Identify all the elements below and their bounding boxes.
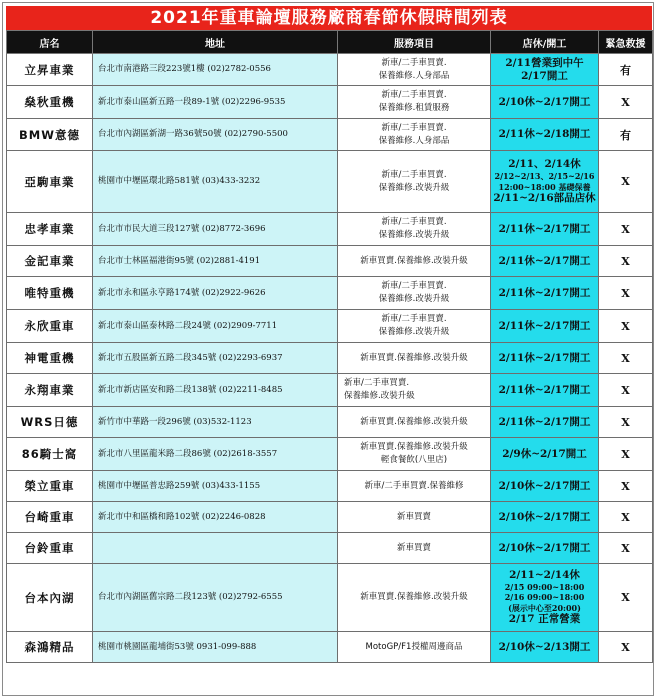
service-line: 新車買賣.保養維修.改裝升級 [360, 442, 468, 452]
table-row [7, 151, 653, 213]
emergency-rescue: X [599, 407, 653, 438]
store-name: 永欣重車 [7, 310, 93, 343]
emergency-rescue: X [599, 533, 653, 564]
store-services [338, 277, 491, 310]
holiday-line: 2/10休~2/17開工 [498, 541, 591, 554]
service-line: 新車/二手車買賣. [381, 314, 447, 324]
store-name: 森鴻精品 [7, 632, 93, 663]
service-line: 新車/二手車買賣. [344, 378, 410, 388]
holiday-line: 12:00~18:00 基礎保養 [498, 181, 591, 192]
service-line: 保養維修.租賃服務 [378, 103, 450, 113]
holiday-schedule [491, 407, 599, 438]
page-title: 2021年重車論壇服務廠商春節休假時間列表 [6, 6, 652, 30]
holiday-line: 2/10休~2/17開工 [498, 479, 591, 492]
table-row [7, 213, 653, 246]
table-row [7, 277, 653, 310]
store-address: 新北市八里區龍米路二段86號 (02)2618-3557 [93, 438, 338, 471]
store-name: 忠孝車業 [7, 213, 93, 246]
emergency-rescue: X [599, 310, 653, 343]
table-row [7, 407, 653, 438]
emergency-rescue: X [599, 374, 653, 407]
store-name: 亞駒車業 [7, 151, 93, 213]
service-line: 新車/二手車買賣. [381, 281, 447, 291]
header-address: 地址 [93, 31, 338, 54]
holiday-schedule [491, 343, 599, 374]
holiday-line: 2/12~2/13、2/15~2/16 [494, 171, 595, 181]
store-address: 台北市南港路三段223號1樓 (02)2782-0556 [93, 54, 338, 86]
holiday-schedule [491, 533, 599, 564]
emergency-rescue: X [599, 632, 653, 663]
store-name: 榮立重車 [7, 471, 93, 502]
holiday-schedule [491, 277, 599, 310]
holiday-line: 2/11~2/16部品店休 [493, 192, 596, 204]
store-name: 金記車業 [7, 246, 93, 277]
store-address: 新北市泰山區新五路一段89-1號 (02)2296-9535 [93, 86, 338, 119]
store-address: 桃園市桃園區龍埔街53號 0931-099-888 [93, 632, 338, 663]
service-line: 新車/二手車買賣. [381, 90, 447, 100]
store-services [338, 86, 491, 119]
emergency-rescue: X [599, 564, 653, 632]
store-address: 台北市內湖區新湖一路36號50號 (02)2790-5500 [93, 119, 338, 151]
table-row [7, 533, 653, 564]
emergency-rescue: 有 [599, 54, 653, 86]
store-name: 燊秋重機 [7, 86, 93, 119]
holiday-schedule [491, 438, 599, 471]
holiday-line: 2/11營業到中午 [505, 56, 584, 69]
service-line: 輕食餐飲(八里店) [380, 455, 448, 465]
table-row [7, 310, 653, 343]
service-line: 新車/二手車買賣.保養維修 [364, 480, 464, 491]
holiday-line: 2/10休~2/17開工 [498, 95, 591, 108]
store-address: 新竹市中華路一段296號 (03)532-1123 [93, 407, 338, 438]
store-services [338, 502, 491, 533]
table-row [7, 86, 653, 119]
holiday-line: 2/11休~2/17開工 [498, 319, 591, 332]
service-line: 保養維修.人身部品 [378, 135, 450, 146]
service-line: 保養維修.改裝升級 [378, 182, 450, 193]
store-services [338, 213, 491, 246]
service-line: 新車買賣.保養維修.改裝升級 [360, 255, 468, 266]
service-line: 新車/二手車買賣. [381, 169, 447, 180]
service-line: MotoGP/F1授權周邊商品 [365, 641, 463, 652]
store-address: 新北市泰山區泰林路二段24號 (02)2909-7711 [93, 310, 338, 343]
table-row [7, 632, 653, 663]
service-line: 保養維修.改裝升級 [378, 230, 450, 240]
store-services [338, 632, 491, 663]
holiday-line: 2/11休~2/17開工 [498, 286, 591, 299]
table-row [7, 438, 653, 471]
holiday-line: 2/9休~2/17開工 [502, 447, 587, 460]
table-row [7, 246, 653, 277]
store-services [338, 533, 491, 564]
store-address [93, 533, 338, 564]
table-row [7, 119, 653, 151]
store-address: 台北市市民大道三段127號 (02)8772-3696 [93, 213, 338, 246]
holiday-schedule [491, 54, 599, 86]
store-services [338, 54, 491, 86]
store-name: 神電重機 [7, 343, 93, 374]
header-services: 服務項目 [338, 31, 491, 54]
holiday-line: 2/11休~2/17開工 [498, 415, 591, 428]
service-line: 新車買賣 [396, 542, 431, 553]
store-name: 86騎士窩 [7, 438, 93, 471]
holiday-line: 2/11休~2/17開工 [498, 254, 591, 267]
holiday-schedule [491, 632, 599, 663]
store-services [338, 246, 491, 277]
store-name: BMW意德 [7, 119, 93, 151]
holiday-schedule [491, 151, 599, 213]
emergency-rescue: X [599, 151, 653, 213]
holiday-line: 2/11~2/14休 [509, 568, 580, 581]
holiday-schedule [491, 471, 599, 502]
store-address: 桃園市中壢區環北路581號 (03)433-3232 [93, 151, 338, 213]
emergency-rescue: X [599, 438, 653, 471]
store-name: 立昇車業 [7, 54, 93, 86]
header-row [7, 31, 653, 54]
store-address: 台北市內湖區舊宗路二段123號 (02)2792-6555 [93, 564, 338, 632]
store-address: 新北市新店區安和路二段138號 (02)2211-8485 [93, 374, 338, 407]
store-address: 新北市中和區橋和路102號 (02)2246-0828 [93, 502, 338, 533]
service-line: 新車/二手車買賣. [381, 122, 447, 133]
service-line: 保養維修.改裝升級 [378, 294, 450, 304]
store-name: 台本內湖 [7, 564, 93, 632]
holiday-schedule [491, 119, 599, 151]
holiday-line: 2/11休~2/17開工 [498, 222, 591, 235]
store-services [338, 407, 491, 438]
store-name: 台崎重車 [7, 502, 93, 533]
header-name: 店名 [7, 31, 93, 54]
holiday-line: 2/17 正常營業 [508, 613, 581, 626]
emergency-rescue: X [599, 277, 653, 310]
holiday-line: 2/16 09:00~18:00 [504, 592, 585, 603]
holiday-line: 2/17開工 [521, 69, 568, 82]
table-body [7, 54, 653, 663]
store-services [338, 343, 491, 374]
emergency-rescue: X [599, 502, 653, 533]
holiday-schedule [491, 86, 599, 119]
store-name: WRS日德 [7, 407, 93, 438]
store-services [338, 151, 491, 213]
service-line: 新車買賣.保養維修.改裝升級 [360, 592, 468, 602]
service-line: 保養維修.人身部品 [378, 70, 450, 81]
table-row [7, 564, 653, 632]
holiday-line: 2/11休~2/17開工 [498, 383, 591, 396]
table-row [7, 343, 653, 374]
store-services [338, 310, 491, 343]
service-line: 新車/二手車買賣. [381, 57, 447, 68]
holiday-schedule [491, 213, 599, 246]
holiday-schedule [491, 564, 599, 632]
store-services [338, 438, 491, 471]
store-services [338, 374, 491, 407]
holiday-schedule [491, 502, 599, 533]
table-row [7, 374, 653, 407]
store-address: 新北市永和區永亨路174號 (02)2922-9626 [93, 277, 338, 310]
emergency-rescue: X [599, 213, 653, 246]
holiday-line: 2/10休~2/13開工 [498, 640, 591, 653]
holiday-schedule [491, 310, 599, 343]
table-row [7, 502, 653, 533]
table-row [7, 471, 653, 502]
store-address: 新北市五股區新五路二段345號 (02)2293-6937 [93, 343, 338, 374]
store-name: 台鈴重車 [7, 533, 93, 564]
store-services [338, 564, 491, 632]
holiday-line: (展示中心至20:00) [508, 602, 581, 613]
holiday-schedule [491, 246, 599, 277]
service-line: 新車/二手車買賣. [381, 217, 447, 227]
service-line: 新車買賣.保養維修.改裝升級 [360, 352, 468, 363]
emergency-rescue: X [599, 343, 653, 374]
emergency-rescue: 有 [599, 119, 653, 151]
store-name: 永翔車業 [7, 374, 93, 407]
header-holiday: 店休/開工 [491, 31, 599, 54]
service-line: 新車買賣.保養維修.改裝升級 [360, 416, 468, 427]
holiday-line: 2/11、2/14休 [508, 158, 581, 170]
emergency-rescue: X [599, 86, 653, 119]
store-name: 唯特重機 [7, 277, 93, 310]
holiday-line: 2/15 09:00~18:00 [504, 581, 585, 592]
holiday-schedule [491, 374, 599, 407]
holiday-line: 2/10休~2/17開工 [498, 510, 591, 523]
service-line: 保養維修.改裝升級 [378, 327, 450, 337]
store-address: 桃園市中壢區普忠路259號 (03)433-1155 [93, 471, 338, 502]
holiday-line: 2/11休~2/18開工 [498, 128, 591, 140]
store-services [338, 119, 491, 151]
service-line: 保養維修.改裝升級 [344, 391, 415, 401]
store-address: 台北市士林區福港街95號 (02)2881-4191 [93, 246, 338, 277]
table-row [7, 54, 653, 86]
emergency-rescue: X [599, 246, 653, 277]
store-services [338, 471, 491, 502]
service-line: 新車買賣 [396, 511, 431, 522]
holiday-table [6, 30, 653, 663]
emergency-rescue: X [599, 471, 653, 502]
header-emergency: 緊急救援 [599, 31, 653, 54]
holiday-line: 2/11休~2/17開工 [498, 351, 591, 364]
